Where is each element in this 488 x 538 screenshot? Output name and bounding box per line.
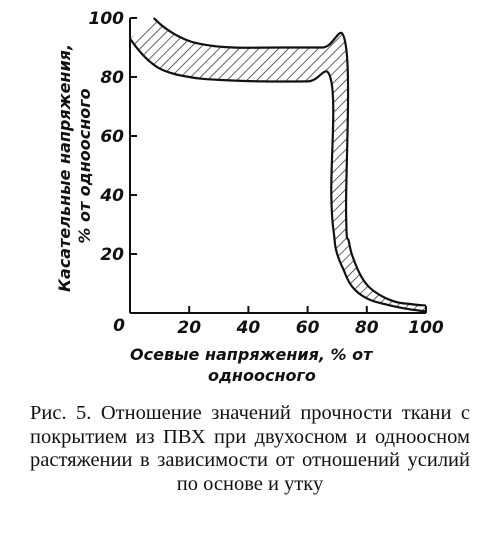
hatched-band-area [130,18,426,312]
y-axis-label-line1: Касательные напряжения, [55,43,74,293]
y-tick-label-20: 20 [100,245,124,265]
y-tick-label-40: 40 [100,186,124,206]
y-tick-label-100: 100 [88,9,124,29]
x-tick-label-40: 40 [236,318,261,338]
y-tick-label-60: 60 [100,127,124,147]
figure-caption: Рис. 5. Отношение значений прочности ткани с покрытием из ПВХ при двухосном и одноосном растяжении в зависимости от отношений усилий по основе и утку [30,402,470,495]
y-axis-label-line2: % от одноосного [75,88,94,244]
x-tick-label-20: 20 [177,318,202,338]
x-tick-label-60: 60 [295,318,320,338]
x-axis-label-line2: одноосного [208,366,316,385]
x-tick-label-80: 80 [354,318,379,338]
origin-label: 0 [113,316,125,336]
x-tick-label-100: 100 [408,318,444,338]
y-tick-label-80: 80 [100,68,124,88]
x-axis-label-line1: Осевые напряжения, % от [130,345,373,364]
